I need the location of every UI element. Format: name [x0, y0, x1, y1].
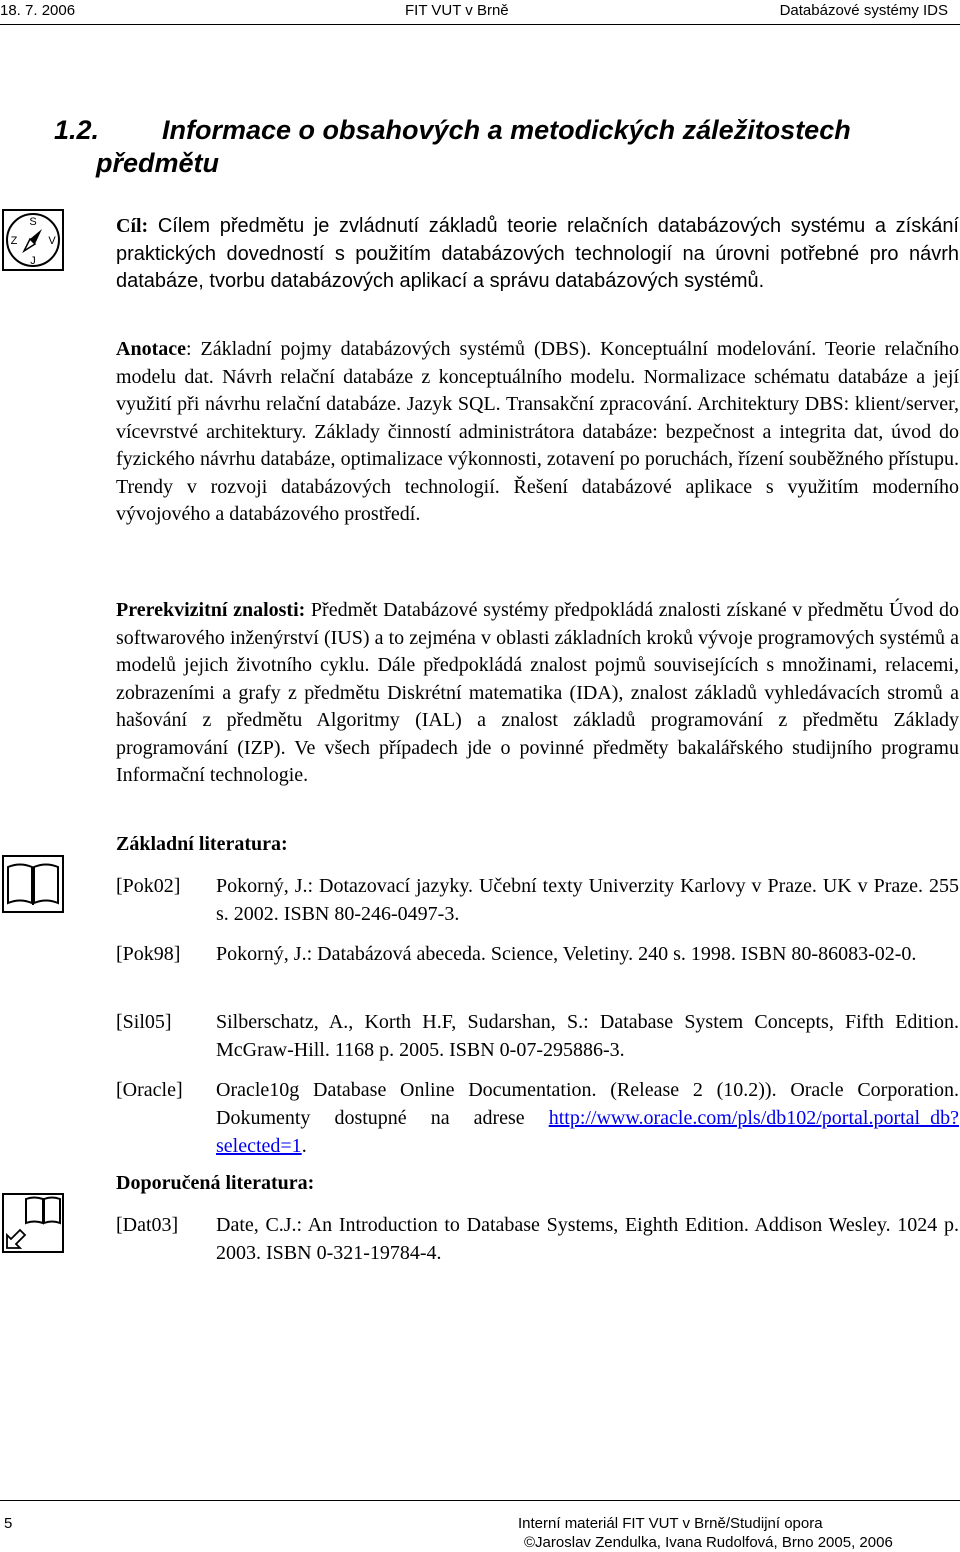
- footer-copyright: ©Jaroslav Zendulka, Ivana Rudolfová, Brno 2005, 2006: [524, 1534, 893, 1551]
- goal-paragraph: [116, 213, 959, 296]
- annotation-text: : Základní pojmy databázových systémů (DBS). Konceptuální modelování. Teorie relačního modelu dat. Návrh relační databáze z konceptuálního modelu. Normalizace schématu databáze a její využití při návrhu relační databáze. Jazyk SQL. Transakční zpracování. Architektury DBS: klient/server, vícevrstvé architektury. Základy činností administrátora databáze: bezpečnost a integrita dat, úvod do fyzického návrhu databáze, optimalizace výkonnosti, zotavení po poruchách, řízení souběžného přístupu. Trendy v rozvoji databázových technologií. Řešení databázové aplikace s využitím moderního vývojového a databázového prostředí.: [116, 338, 959, 525]
- reference-key: [Pok98]: [116, 943, 181, 965]
- header-institution: FIT VUT v Brně: [405, 2, 509, 19]
- footer-rule: [0, 1500, 960, 1501]
- goal-label: Cíl:: [116, 215, 149, 237]
- compass-letter-s: S: [29, 216, 37, 228]
- prereq-paragraph: [116, 597, 959, 790]
- book-icon: [2, 855, 64, 918]
- section-number: 1.2.: [54, 115, 100, 145]
- page-header: [0, 0, 960, 25]
- reference-text-end: .: [301, 1135, 307, 1157]
- reference-text: Pokorný, J.: Databázová abeceda. Science, Veletiny. 240 s. 1998. ISBN 80-86083-02-0.: [216, 943, 917, 965]
- book-arrow-icon: [2, 1193, 64, 1258]
- section-title-text: Informace o obsahových a metodických záležitostech: [162, 115, 851, 145]
- reference-key: [Sil05]: [116, 1011, 172, 1033]
- compass-letter-v: V: [48, 235, 56, 247]
- reference-key: [Dat03]: [116, 1214, 179, 1236]
- reference-key: [Pok02]: [116, 875, 181, 897]
- reference-text: Silberschatz, A., Korth H.F, Sudarshan, S.: Database System Concepts, Fifth Edition. McGraw-Hill. 1168 p. 2005. ISBN 0-07-295886-3.: [216, 1011, 959, 1061]
- reference-text: Pokorný, J.: Dotazovací jazyky. Učební texty Univerzity Karlovy v Praze. UK v Praze. 255 s. 2002. ISBN 80-246-0497-3.: [216, 875, 959, 925]
- goal-text: Cílem předmětu je zvládnutí základů teorie relačních databázových systému a získání praktických dovedností s použitím databázových technologií na úrovni potřebné pro návrh databáze, tvorbu databázových aplikací a správu databázových systémů.: [116, 215, 959, 292]
- basic-literature-heading: Základní literatura:: [116, 833, 288, 855]
- oracle-docs-link[interactable]: http://www.oracle.com/pls/db102/portal.portal_db?selected=1: [216, 1107, 959, 1157]
- compass-letter-j: J: [30, 255, 36, 267]
- section-title: [54, 114, 934, 180]
- prereq-label: Prerekvizitní znalosti:: [116, 599, 306, 621]
- compass-icon: [2, 209, 64, 276]
- reference-dat03: [116, 1211, 959, 1267]
- reference-oracle: [116, 1076, 959, 1160]
- footer-source: Interní materiál FIT VUT v Brně/Studijní opora: [518, 1515, 823, 1532]
- prereq-text: Předmět Databázové systémy předpokládá znalosti získané v předmětu Úvod do softwarového inženýrství (IUS) a to zejména v oblasti základních kroků vývoje programových systémů a modelů jejich životního cyklu. Dále předpokládá znalost pojmů souvisejících s množinami, relacemi, zobrazeními a grafy z předmětu Diskrétní matematika (IDA), znalost základů vyhledávacích stromů a hašování z předmětu Algoritmy (IAL) a znalost základů programování z předmětu Základy programování (IZP). Ve všech případech jde o povinné předměty bakalářského studijního programu Informační technologie.: [116, 599, 960, 786]
- reference-pok02: [116, 872, 959, 928]
- reference-text: Date, C.J.: An Introduction to Database Systems, Eighth Edition. Addison Wesley. 1024 p. 2003. ISBN 0-321-19784-4.: [216, 1214, 959, 1264]
- reference-key: [Oracle]: [116, 1079, 183, 1101]
- reference-pok98: [116, 940, 959, 968]
- annotation-paragraph: [116, 336, 959, 529]
- page-number: 5: [4, 1515, 13, 1532]
- reference-text: Oracle10g Database Online Documentation. (Release 2 (10.2)). Oracle Corporation. Dokumenty dostupné na adrese: [216, 1079, 959, 1129]
- annotation-label: Anotace: [116, 338, 186, 360]
- header-course: Databázové systémy IDS: [779, 2, 948, 19]
- header-date: 18. 7. 2006: [0, 2, 76, 19]
- reference-sil05: [116, 1008, 959, 1064]
- recommended-literature-heading: Doporučená literatura:: [116, 1172, 315, 1194]
- compass-letter-z: Z: [10, 235, 18, 247]
- section-title-continuation: předmětu: [96, 148, 220, 178]
